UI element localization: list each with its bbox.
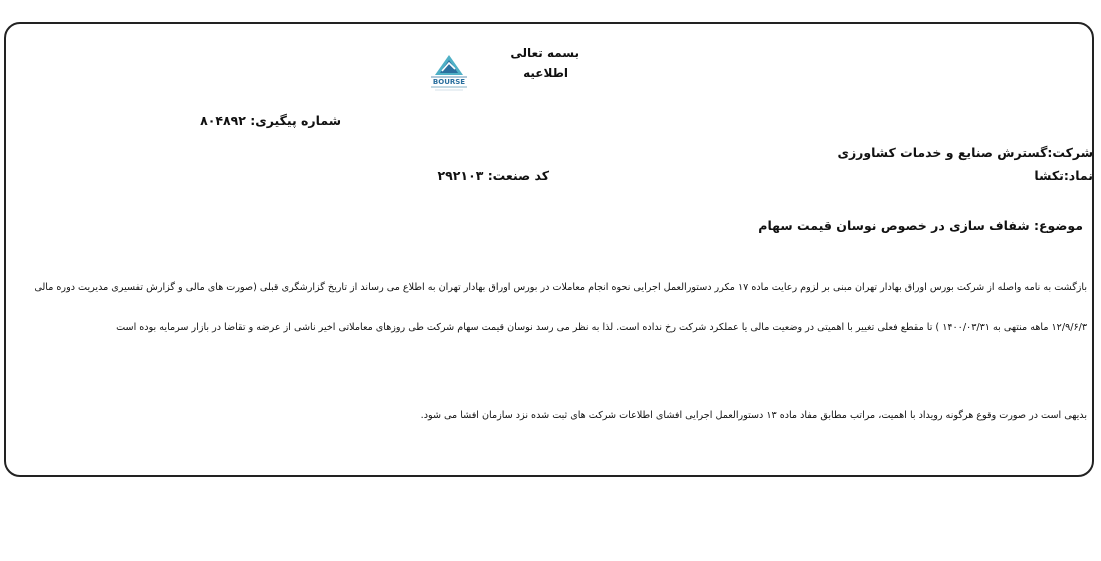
symbol-value: تکشا [1034, 168, 1064, 183]
industry-code-value: ۲۹۲۱۰۳ [437, 168, 484, 183]
symbol [1034, 168, 1093, 183]
tracking-value: ۸۰۴۸۹۲ [200, 113, 246, 128]
subject [758, 218, 1083, 233]
logo-wordmark: BOURSE [432, 78, 466, 86]
notice-frame [4, 22, 1094, 477]
company-value: گسترش صنایع و خدمات کشاورزی [837, 145, 1048, 160]
body-line-1: بازگشت به نامه واصله از شرکت بورس اوراق بهادار تهران مبنی بر لزوم رعایت ماده ۱۷ مکرر دستورالعمل اجرایی نحوه انجام معاملات در بورس اوراق بهادار تهران به اطلاع می رساند از تاریخ گزارشگری قبلی (صورت های مالی و گزارش تفسیری مدیریت دوره مالی [34, 282, 1087, 293]
tracking-number [200, 113, 341, 128]
tracking-label: شماره پیگیری: [250, 113, 341, 128]
subject-label: موضوع: [1033, 218, 1083, 233]
body-line-2: ۱۲/۹/۶/۳ ماهه منتهی به ۱۴۰۰/۰۳/۳۱ ) تا مقطع فعلی تغییر با اهمیتی در وضعیت مالی یا عملکرد شرکت رخ نداده است. لذا به نظر می رسد نوسان قیمت سهام شرکت طی روزهای معاملاتی اخیر ناشی از عرضه و تقاضا در بازار سرمایه بوده است [116, 322, 1087, 333]
subject-value: شفاف سازی در خصوص نوسان قیمت سهام [758, 218, 1030, 233]
symbol-label: نماد: [1063, 168, 1093, 183]
doc-type-title: اطلاعیه [523, 66, 568, 80]
company-name [837, 145, 1093, 160]
basmala: بسمه تعالی [510, 46, 579, 60]
industry-code [438, 168, 549, 183]
body-line-3: بدیهی است در صورت وقوع هرگونه رویداد با اهمیت، مراتب مطابق مفاد ماده ۱۳ دستورالعمل اجرایی افشای اطلاعات شرکت های ثبت شده نزد سازمان افشا می شود. [420, 410, 1087, 421]
industry-code-label: کد صنعت: [487, 168, 549, 183]
bourse-logo-icon [423, 53, 475, 93]
company-label: شرکت: [1047, 145, 1093, 160]
